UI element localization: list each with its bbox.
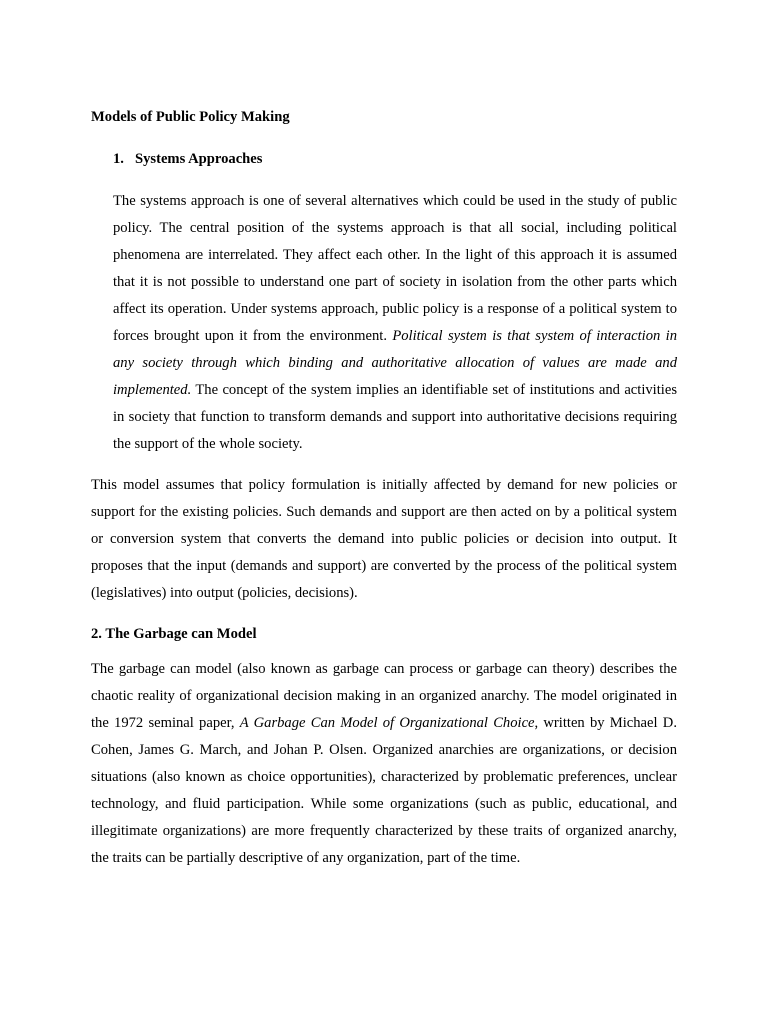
paragraph-text: The systems approach is one of several alternatives which could be used in the study of public policy. The central position of the systems approach is that all social, including political phenomena are interrelated. They affect each other. In the light of this approach it is assumed that it is not possible to understand one part of society in isolation from the other parts which affect its operation. Under systems approach, public policy is a response of a political system to forces brought upon it from the environment. bbox=[113, 193, 677, 344]
paragraph-text-continued: The concept of the system implies an identifiable set of institutions and activities in society that function to transform demands and support into authoritative decisions requiring the support of the whole society. bbox=[113, 382, 677, 452]
paragraph-text-continued: , written by Michael D. Cohen, James G. March, and Johan P. Olsen. Organized anarchies are organizations, or decision situations (also known as choice opportunities), characterized by problematic preferences, unclear technology, and fluid participation. While some organizations (such as public, educational, and illegitimate organizations) are more frequently characterized by these traits of organized anarchy, the traits can be partially descriptive of any organization, part of the time. bbox=[91, 715, 677, 866]
italic-paper-title: A Garbage Can Model of Organizational Choice bbox=[239, 715, 535, 731]
model-assumptions-paragraph: This model assumes that policy formulation is initially affected by demand for new policies or support for the existing policies. Such demands and support are then acted on by a political system or conversion system that converts the demand into public policies or decision into output. It proposes that the input (demands and support) are converted by the process of the political system (legislatives) into output (policies, decisions). bbox=[91, 477, 677, 601]
italic-definition: Political system is that system of interaction in any society through which binding and authoritative allocation of values are made and implemented. bbox=[113, 328, 677, 398]
document-title: Models of Public Policy Making bbox=[91, 109, 290, 125]
systems-approach-paragraph bbox=[113, 188, 677, 458]
section-heading-systems-approaches bbox=[113, 146, 262, 173]
section-heading-garbage-can-model: 2. The Garbage can Model bbox=[91, 626, 257, 642]
section-number: 1. bbox=[113, 151, 124, 167]
section-heading-text: Systems Approaches bbox=[135, 151, 263, 167]
paragraph-text: The garbage can model (also known as garbage can process or garbage can theory) describes the chaotic reality of organizational decision making in an organized anarchy. The model originated in the 1972 seminal paper, bbox=[91, 661, 677, 731]
garbage-can-paragraph bbox=[91, 656, 677, 872]
